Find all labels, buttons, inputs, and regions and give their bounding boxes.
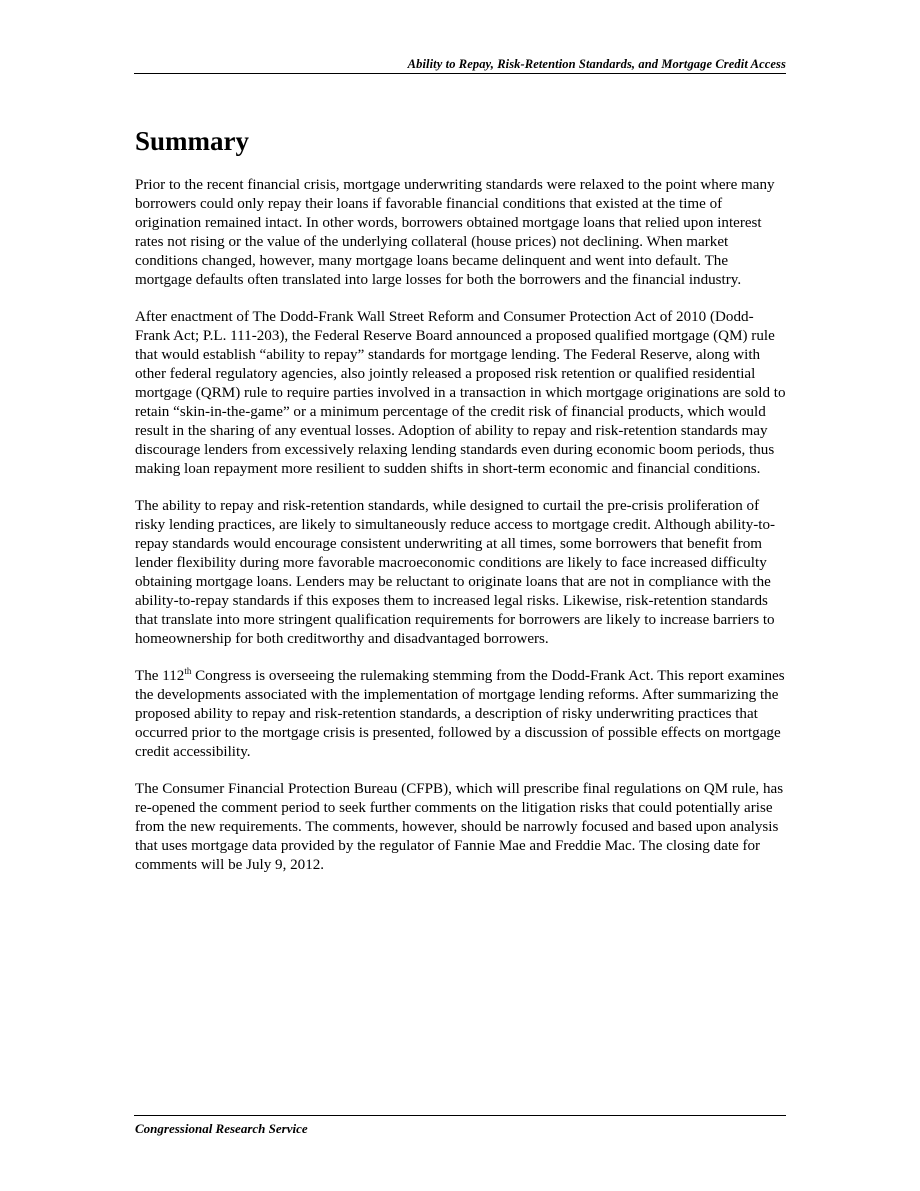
page-title: Summary bbox=[135, 126, 249, 156]
summary-paragraph-3: The ability to repay and risk-retention standards, while designed to curtail the pre-crisis proliferation of risky lending practices, are likely to simultaneously reduce access to mortgage credit. Although ability-to-repay standards would encourage consistent underwriting at all times, some borrowers that benefit from lender flexibility during more favorable macroeconomic conditions are likely to face increased difficulty obtaining mortgage loans. Lenders may be reluctant to originate loans that are not in compliance with the ability-to-repay standards if this exposes them to increased legal risks. Likewise, risk-retention standards that translate into more stringent qualification requirements for borrowers are likely to increase barriers to homeownership for both creditworthy and disadvantaged borrowers. bbox=[135, 498, 776, 647]
summary-paragraph-5: The Consumer Financial Protection Bureau (CFPB), which will prescribe final regulations on QM rule, has re-opened the comment period to seek further comments on the litigation risks that could potentially arise from the new requirements. The comments, however, should be narrowly focused and based upon analysis that uses mortgage data provided by the regulator of Fannie Mae and Freddie Mac. The closing date for comments will be July 9, 2012. bbox=[135, 781, 784, 873]
footer-organization: Congressional Research Service bbox=[135, 1121, 308, 1136]
congress-paragraph-text: Congress is overseeing the rulemaking stemming from the Dodd-Frank Act. This report examines the developments associated with the implementation of mortgage lending reforms. After summarizing the proposed ability to repay and risk-retention standards, a description of risky underwriting practices that occurred prior to the mortgage crisis is presented, followed by a discussion of possible effects on mortgage credit accessibility. bbox=[135, 668, 785, 760]
ordinal-superscript: th bbox=[184, 665, 192, 676]
running-header-title: Ability to Repay, Risk-Retention Standards, and Mortgage Credit Access bbox=[407, 57, 786, 71]
congress-paragraph-prefix: The 112 bbox=[135, 668, 185, 684]
summary-paragraph-4 bbox=[135, 667, 787, 762]
summary-paragraph-2: After enactment of The Dodd-Frank Wall Street Reform and Consumer Protection Act of 2010 (Dodd-Frank Act; P.L. 111-203), the Federal Reserve Board announced a proposed qualified mortgage (QM) rule that would establish “ability to repay” standards for mortgage lending. The Federal Reserve, along with other federal regulatory agencies, also jointly released a proposed risk retention or qualified residential mortgage (QRM) rule to require parties involved in a transaction in which mortgage originations are sold to retain “skin-in-the-game” or a minimum percentage of the credit risk of financial products, which would result in the sharing of any eventual losses. Adoption of ability to repay and risk-retention standards may discourage lenders from excessively relaxing lending standards even during economic boom periods, thus making loan repayment more resilient to sudden shifts in short-term economic and financial conditions. bbox=[135, 309, 786, 477]
running-header bbox=[134, 55, 786, 74]
running-footer bbox=[134, 1115, 786, 1136]
summary-paragraph-1: Prior to the recent financial crisis, mortgage underwriting standards were relaxed to the point where many borrowers could only repay their loans if favorable financial conditions that existed at the time of origination remained intact. In other words, borrowers obtained mortgage loans that relied upon interest rates not rising or the value of the underlying collateral (house prices) not declining. When market conditions changed, however, many mortgage loans became delinquent and went into default. The mortgage defaults often translated into large losses for both the borrowers and the financial industry. bbox=[135, 177, 775, 288]
summary-body bbox=[135, 176, 787, 893]
